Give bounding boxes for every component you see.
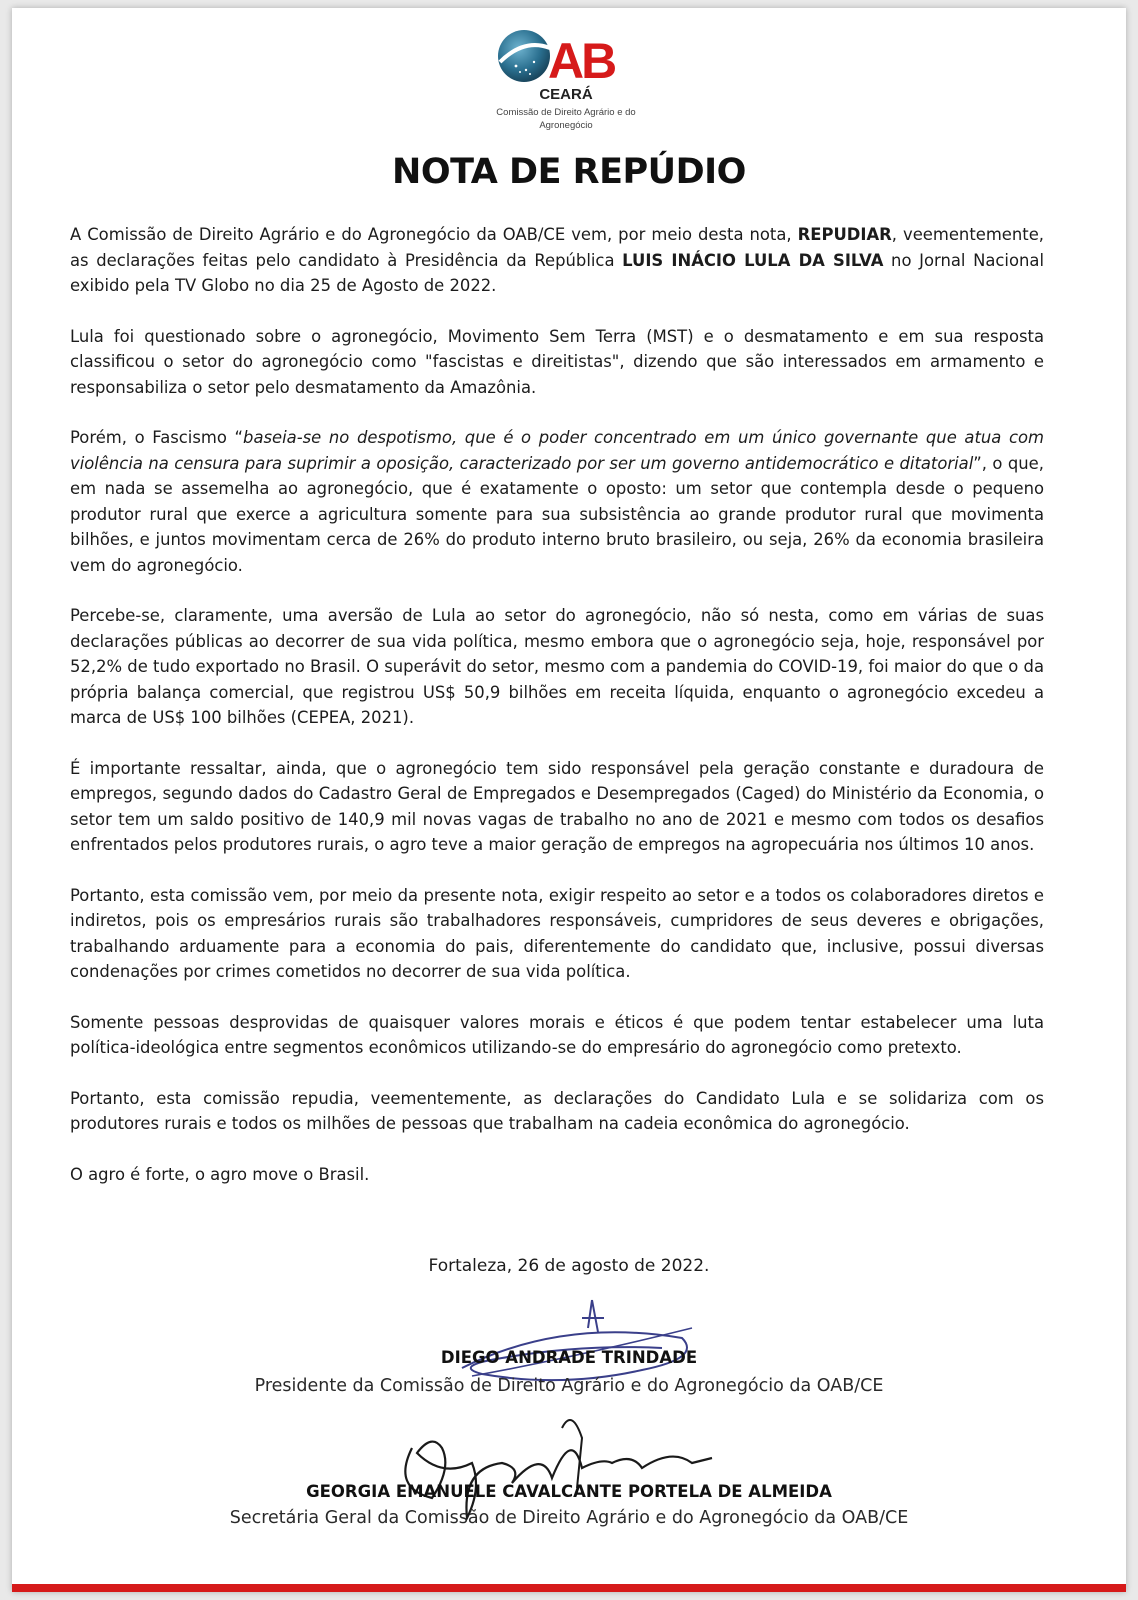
signer-1-role: Presidente da Comissão de Direito Agrário e do Agronegócio da OAB/CE [254,1376,884,1396]
place-and-date: Fortaleza, 26 de agosto de 2022. [428,1256,710,1276]
paragraph-1-emphasis-name: LUIS INÁCIO LULA DA SILVA [622,250,884,270]
paragraph-3-part-a: Porém, o Fascismo “ [70,428,244,447]
paragraph-6: Portanto, esta comissão vem, por meio da presente nota, exigir respeito ao setor e a todos os colaboradores diretos e indiretos, pois os empresários rurais são trabalhadores responsáveis, cumpridores de seus deveres e obrigações, trabalhando arduamente para a economia do pais, diferentemente do candidato que, inclusive, possui diversas condenações por crimes cometidos no decorrer de sua vida política. [70,885,1044,981]
committee-name: Comissão de Direito Agrário e do Agronegócio [496,107,636,131]
paragraph-2: Lula foi questionado sobre o agronegócio, Movimento Sem Terra (MST) e o desmatamento e em sua resposta classificou o setor do agronegócio como "fascistas e direitistas", dizendo que são interessados em armamento e responsabiliza o setor pelo desmatamento da Amazônia. [70,326,1044,397]
oab-logo [496,26,636,144]
paragraph-1-part-c: , veementemente, as declarações feitas pelo candidato à Presidência da República [70,225,1044,270]
paragraph-5: É importante ressaltar, ainda, que o agronegócio tem sido responsável pela geração constante e duradoura de empregos, segundo dados do Cadastro Geral de Empregados e Desempregados (Caged) do Ministério da Economia, o setor tem um saldo positivo de 140,9 mil novas vagas de trabalho no ano de 2021 e mesmo com todos os desafios enfrentados pelos produtores rurais, o agro teve a maior geração de empregos na agropecuária nos últimos 10 anos. [70,758,1044,854]
signer-1-name: DIEGO ANDRADE TRINDADE [440,1348,698,1367]
paragraph-1-emphasis-repudiar: REPUDIAR [797,225,892,244]
paragraph-8: Portanto, esta comissão repudia, veementemente, as declarações do Candidato Lula e se solidariza com os produtores rurais e todos os milhões de pessoas que trabalham na cadeia econômica do agronegócio. [70,1088,1044,1133]
paragraph-1-part-a: A Comissão de Direito Agrário e do Agronegócio da OAB/CE vem, por meio desta nota, [70,225,798,244]
paragraph-4: Percebe-se, claramente, uma aversão de Lula ao setor do agronegócio, não só nesta, como em várias de suas declarações públicas ao decorrer de sua vida política, mesmo embora que o agronegócio seja, hoje, responsável por 52,2% de tudo exportado no Brasil. O superávit do setor, mesmo com a pandemia do COVID-19, foi maior do que o da própria balança comercial, que registrou US$ 50,9 bilhões em receita líquida, enquanto o agronegócio excedeu a marca de US$ 100 bilhões (CEPEA, 2021). [70,606,1044,727]
region-name: CEARÁ [539,86,593,103]
paragraph-7: Somente pessoas desprovidas de quaisquer valores morais e éticos é que podem tentar estabelecer uma luta política-ideológica entre segmentos econômicos utilizando-se do empresário do agronegócio como pretexto. [70,1012,1044,1057]
paragraph-1-part-e: no Jornal Nacional exibido pela TV Globo no dia 25 de Agosto de 2022. [70,250,1044,295]
document-page [12,8,1126,1592]
paragraph-3 [70,425,1044,578]
footer-red-bar [12,1584,1126,1592]
paragraph-3-part-c: ”, o que, em nada se assemelha ao agronegócio, que é exatamente o oposto: um setor que contempla desde o pequeno produtor rural que exerce a agricultura somente para sua subsistência ao grande produtor rural que movimenta bilhões, e juntos movimentam cerca de 26% do produto interno bruto brasileiro, ou seja, 26% da economia brasileira vem do agronegócio. [70,453,1044,575]
signer-2-name: GEORGIA EMANUELE CAVALCANTE PORTELA DE ALMEIDA [306,1482,832,1501]
paragraph-1 [70,222,1044,299]
signer-2-role: Secretária Geral da Comissão de Direito Agrário e do Agronegócio da OAB/CE [229,1508,909,1528]
paragraph-9: O agro é forte, o agro move o Brasil. [70,1164,370,1184]
svg-text:AB: AB [548,33,615,86]
document-body [70,222,1044,1212]
oab-logo-mark [496,26,636,86]
paragraph-3-quote: baseia-se no despotismo, que é o poder concentrado em um único governante que atua com violência na censura para suprimir a oposição, caracterizado por ser um governo antidemocrático e ditatorial [70,428,1044,473]
page-title: NOTA DE REPÚDIO [392,152,746,192]
